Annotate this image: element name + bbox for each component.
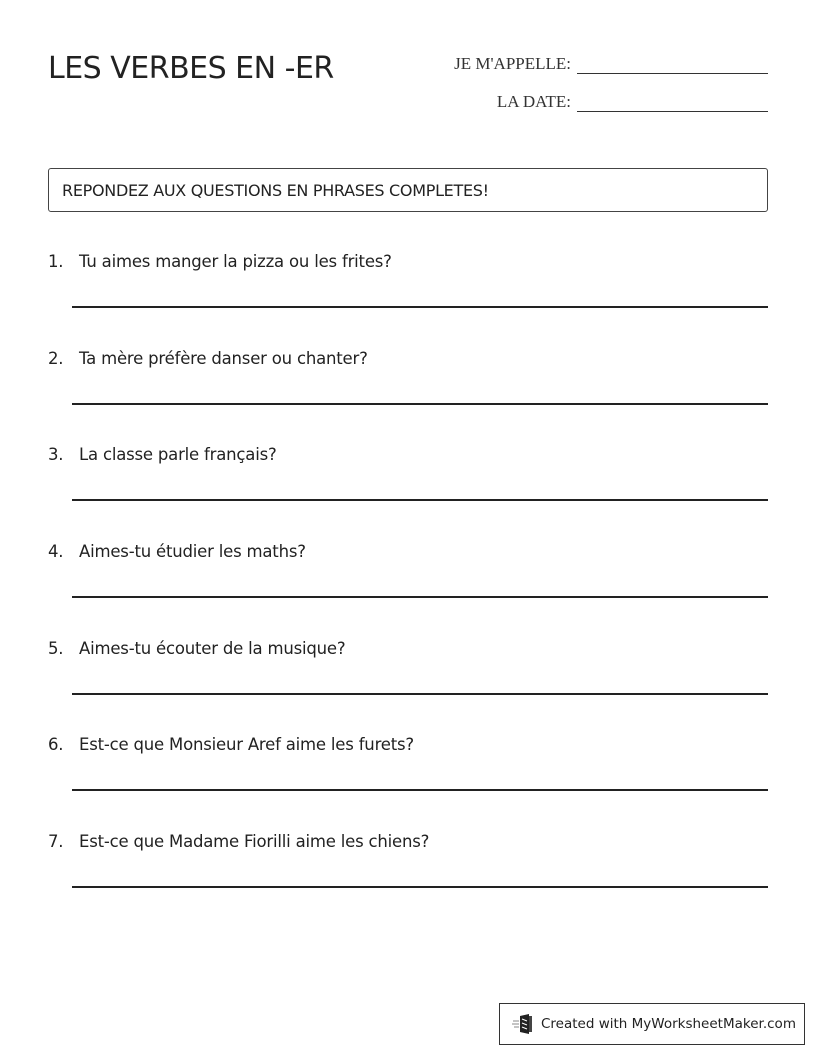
question-text: Est-ce que Monsieur Aref aime les furets? xyxy=(79,735,414,755)
answer-line[interactable] xyxy=(72,789,768,791)
question-text: Ta mère préfère danser ou chanter? xyxy=(79,348,368,368)
answer-line[interactable] xyxy=(72,596,768,598)
instructions-box xyxy=(48,168,768,212)
question-number: 3. xyxy=(48,445,64,465)
question-number: 7. xyxy=(48,832,64,852)
footer-credit-badge[interactable] xyxy=(499,1003,805,1045)
instructions-text: REPONDEZ AUX QUESTIONS EN PHRASES COMPLETES! xyxy=(62,180,489,200)
question-number: 1. xyxy=(48,252,64,271)
footer-credit-text: Created with MyWorksheetMaker.com xyxy=(541,1016,796,1032)
question-text: Est-ce que Madame Fiorilli aime les chiens? xyxy=(79,832,430,852)
answer-line[interactable] xyxy=(72,693,768,695)
question-number: 2. xyxy=(48,348,64,368)
question-list xyxy=(48,250,768,927)
question-item xyxy=(48,637,768,734)
question-text: La classe parle français? xyxy=(79,445,277,465)
question-number: 4. xyxy=(48,542,64,562)
answer-line[interactable] xyxy=(72,886,768,888)
name-label: JE M'APPELLE: xyxy=(454,54,571,73)
name-input-line[interactable] xyxy=(577,52,768,74)
question-item xyxy=(48,733,768,830)
date-label: LA DATE: xyxy=(496,92,571,111)
question-number: 5. xyxy=(48,638,64,658)
answer-line[interactable] xyxy=(72,403,768,405)
name-field-row xyxy=(454,52,768,74)
question-item xyxy=(48,443,768,540)
question-item xyxy=(48,540,768,637)
question-item xyxy=(48,830,768,927)
question-text: Aimes-tu étudier les maths? xyxy=(79,542,306,562)
answer-line[interactable] xyxy=(72,306,768,308)
question-text: Tu aimes manger la pizza ou les frites? xyxy=(79,252,392,271)
date-field-row xyxy=(497,90,768,112)
worksheet-logo-icon xyxy=(512,1013,534,1035)
question-item xyxy=(48,250,768,347)
question-text: Aimes-tu écouter de la musique? xyxy=(79,638,346,658)
question-number: 6. xyxy=(48,735,64,755)
answer-line[interactable] xyxy=(72,499,768,501)
question-item xyxy=(48,347,768,444)
worksheet-title: LES VERBES EN -ER xyxy=(48,51,334,86)
date-input-line[interactable] xyxy=(577,90,768,112)
